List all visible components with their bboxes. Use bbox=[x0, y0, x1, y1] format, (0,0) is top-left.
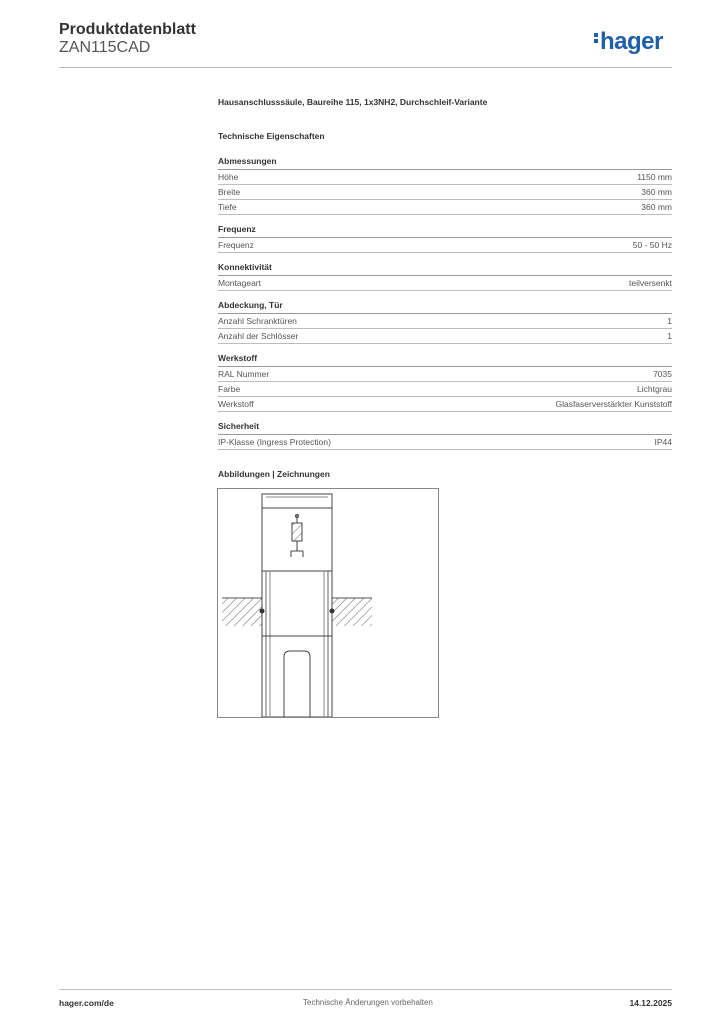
document-title: Produktdatenblatt bbox=[59, 21, 196, 38]
property-row bbox=[218, 435, 672, 450]
pillar-lower-body bbox=[262, 571, 332, 717]
property-row bbox=[218, 329, 672, 344]
property-label: IP-Klasse (Ingress Protection) bbox=[218, 437, 331, 447]
property-value: 1 bbox=[667, 316, 672, 326]
pillar-cap bbox=[262, 494, 332, 508]
group-title: Abdeckung, Tür bbox=[218, 300, 672, 314]
property-label: Werkstoff bbox=[218, 399, 254, 409]
property-value: 360 mm bbox=[641, 187, 672, 197]
property-label: Tiefe bbox=[218, 202, 237, 212]
property-label: Anzahl der Schlösser bbox=[218, 331, 299, 341]
property-row bbox=[218, 276, 672, 291]
group-title: Frequenz bbox=[218, 224, 672, 238]
property-row bbox=[218, 185, 672, 200]
ground-hatch-right bbox=[332, 598, 372, 626]
footer-notice: Technische Änderungen vorbehalten bbox=[303, 998, 433, 1007]
properties-table bbox=[218, 156, 672, 459]
property-group bbox=[218, 300, 672, 344]
section-title: Technische Eigenschaften bbox=[218, 131, 325, 141]
logo-text: hager bbox=[600, 28, 663, 55]
pillar-drawing-svg bbox=[218, 489, 438, 717]
hager-logo bbox=[594, 28, 663, 56]
property-label: Montageart bbox=[218, 278, 261, 288]
logo-dots-icon bbox=[594, 33, 598, 45]
property-row bbox=[218, 314, 672, 329]
product-drawing bbox=[217, 488, 439, 718]
property-row bbox=[218, 382, 672, 397]
group-title: Werkstoff bbox=[218, 353, 672, 367]
property-row bbox=[218, 200, 672, 215]
property-label: RAL Nummer bbox=[218, 369, 270, 379]
property-group bbox=[218, 156, 672, 215]
property-group bbox=[218, 353, 672, 412]
footer-divider bbox=[59, 989, 672, 990]
property-value: IP44 bbox=[654, 437, 672, 447]
ground-hatch-left bbox=[222, 598, 262, 626]
product-code: ZAN115CAD bbox=[59, 39, 151, 56]
property-label: Frequenz bbox=[218, 240, 254, 250]
group-title: Abmessungen bbox=[218, 156, 672, 170]
property-value: teilversenkt bbox=[629, 278, 672, 288]
property-label: Breite bbox=[218, 187, 241, 197]
property-label: Farbe bbox=[218, 384, 241, 394]
bolt-right bbox=[330, 609, 335, 614]
property-value: Glasfaserverstärkter Kunststoff bbox=[555, 399, 672, 409]
property-row bbox=[218, 238, 672, 253]
property-value: 7035 bbox=[653, 369, 672, 379]
product-description: Hausanschlusssäule, Baureihe 115, 1x3NH2, Durchschleif-Variante bbox=[218, 97, 488, 107]
group-title: Konnektivität bbox=[218, 262, 672, 276]
property-group bbox=[218, 421, 672, 450]
header-divider bbox=[59, 67, 672, 68]
property-label: Höhe bbox=[218, 172, 239, 182]
property-value: 50 - 50 Hz bbox=[632, 240, 672, 250]
property-value: 360 mm bbox=[641, 202, 672, 212]
property-value: Lichtgrau bbox=[637, 384, 672, 394]
footer-date: 14.12.2025 bbox=[629, 998, 672, 1008]
footer-website: hager.com/de bbox=[59, 998, 114, 1008]
property-group bbox=[218, 262, 672, 291]
property-value: 1150 mm bbox=[637, 172, 672, 182]
property-group bbox=[218, 224, 672, 253]
figures-title: Abbildungen | Zeichnungen bbox=[218, 469, 330, 479]
property-row bbox=[218, 170, 672, 185]
property-row bbox=[218, 367, 672, 382]
property-value: 1 bbox=[667, 331, 672, 341]
property-label: Anzahl Schranktüren bbox=[218, 316, 297, 326]
group-title: Sicherheit bbox=[218, 421, 672, 435]
property-row bbox=[218, 397, 672, 412]
bolt-left bbox=[260, 609, 265, 614]
fuse-symbol bbox=[292, 523, 302, 541]
